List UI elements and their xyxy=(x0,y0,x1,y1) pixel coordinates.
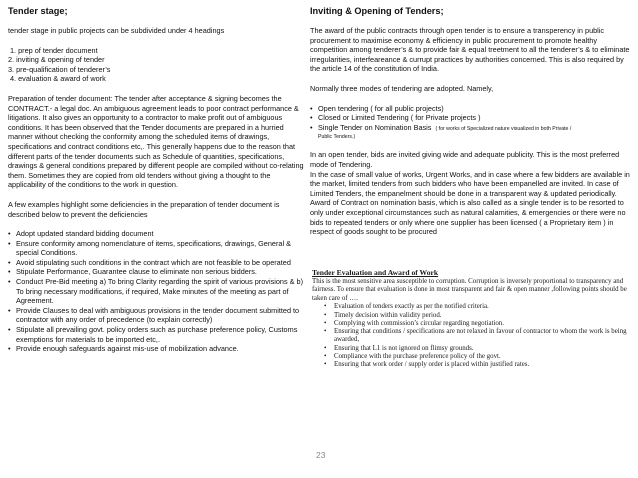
heading-list-item: 1. prep of tender document xyxy=(10,45,98,55)
evaluation-intro: This is the most sensitive area susceptible to corruption. Corruption is inversely proportional to transparency and fairness. To ensure that evaluation is done in most transparent and fair & open manner ,following points should be taken care of …. xyxy=(312,278,627,302)
left-column xyxy=(8,0,304,354)
preparation-paragraph: Preparation of tender document: The tender after acceptance & signing becomes the CONTRACT.- a legal doc. An ambiguous agreement leads to poor contract performance & litigations. It also gives an opportunity to a contractor to make profit out of ambiguous conditions. It has been observed that the Tender documents are prepared in a hurried manner without checking the conformity among the scheduled items of drawings, specifications and contract conditions etc,. This generally happens due to the reason that different parts of the tender documents such as Schedule of quantities, specifications, drawings & general conditions prepared by different people are compiled without co-relating them. Sometimes they are copied from old tenders without giving a thought to the applicability of the conditions to the work in question. xyxy=(8,93,304,190)
deficiency-bullet-list xyxy=(8,229,304,354)
list-item: • Provide enough safeguards against mis-use of mobilization advance. xyxy=(8,344,304,354)
list-item: • Ensuring that work order / supply order is placed within justified rates. xyxy=(324,361,630,369)
list-item: • Compliance with the purchase preference policy of the govt. xyxy=(324,353,630,361)
examples-paragraph: A few examples highlight some deficiencies in the preparation of tender document is described below to prevent the deficiencies xyxy=(8,199,280,219)
modes-intro: Normally three modes of tendering are adopted. Namely, xyxy=(310,83,494,93)
list-item: • Stipulate all prevailing govt. policy orders such as purchase preference policy, Customs exemptions for materials to be imported etc,. xyxy=(8,325,304,344)
single-tender-note-cont: Public Tenders.) xyxy=(318,134,356,141)
scanned-evaluation-note xyxy=(312,268,630,370)
single-tender-label: Single Tender on Nomination Basis xyxy=(318,122,432,132)
tender-modes-list xyxy=(310,104,632,135)
heading-list-item: 3. pre-qualification of tenderer’s xyxy=(8,64,111,74)
list-item: • Stipulate Performance, Guarantee clause to eliminate non serious bidders. xyxy=(8,267,304,277)
list-item: • Complying with commission’s circular regarding negotiation. xyxy=(324,320,630,328)
single-tender-note: ( for works of Specialized nature visualized in both Private / xyxy=(435,125,572,132)
list-item: • Closed or Limited Tendering ( for Private projects ) xyxy=(310,113,632,123)
list-item: • Timely decision within validity period. xyxy=(324,312,630,320)
tender-stage-heading: Tender stage; xyxy=(8,6,68,16)
heading-list-item: 2. inviting & opening of tender xyxy=(8,55,105,65)
list-item: • Ensuring that conditions / specifications are not relaxed in favour of contractor to whom the work is being awarded, xyxy=(324,328,630,345)
list-item: • Adopt updated standard bidding document xyxy=(8,229,304,239)
nomination-paragraph: Award of Contract on nomination basis, which is also called as a single tender is to be resorted to only under exceptional circumstances such as natural calamities, & emergencies or there were no bids to repeated tenders or only where one supplier has been licensed ( a Proprietary item ) in respect of goods sought to be procured xyxy=(310,198,626,237)
evaluation-title: Tender Evaluation and Award of Work xyxy=(312,268,439,277)
list-item: • Provide Clauses to deal with ambiguous provisions in the tender document submitted to contractor with any order of precedence (to explain correctly) xyxy=(8,306,304,325)
right-column xyxy=(310,0,632,237)
page-number: 23 xyxy=(316,450,326,460)
open-tender-paragraph: The award of the public contracts through open tender is to ensure a transperency in public procurement to maximise economy & efficiency in public procurement to promote healthy competition among tenderer’s & to provide fair & equal treetment to all the tenderer’s & to eliminate irregularities, interfeareance & currupt practices by authorities concerned. This is also required by the article 14 of the constitution of India. xyxy=(310,26,630,74)
list-item: • Avoid stipulating such conditions in the contract which are not feasible to be operated xyxy=(8,258,304,268)
tender-stage-intro: tender stage in public projects can be subdivided under 4 headings xyxy=(8,26,225,35)
list-item xyxy=(310,123,632,135)
list-item: • Ensuring that L1 is not ignored on flimsy grounds. xyxy=(324,345,630,353)
list-item: • Ensure conformity among nomenclature of items, specifications, drawings, General & special Conditions. xyxy=(8,239,304,258)
list-item: • Conduct Pre-Bid meeting a) To bring Clarity regarding the spirit of various provisions & b) To bring necessary modifications, if required, Make minutes of the meeting as part of Agreement. xyxy=(8,277,304,306)
inviting-opening-heading: Inviting & Opening of Tenders; xyxy=(310,6,444,16)
list-item: • Open tendering ( for all public projects) xyxy=(310,104,632,114)
open-tender-publicity: In an open tender, bids are invited giving wide and adequate publicity. This is the most preferred mode of Tendering. xyxy=(310,150,620,169)
heading-list-item: 4. evaluation & award of work xyxy=(10,74,106,84)
evaluation-points-list xyxy=(312,303,630,369)
list-item: • Evaluation of tenders exactly as per the notified criteria. xyxy=(324,303,630,311)
limited-tender-paragraph: In the case of small value of works, Urgent Works, and in case where a few bidders are available in the market, limited tenders from such bidders who have been empanelled are invited. In case of Limited Tenders, the empanelment should be done in a transparent way & updated periodically. xyxy=(310,169,630,198)
